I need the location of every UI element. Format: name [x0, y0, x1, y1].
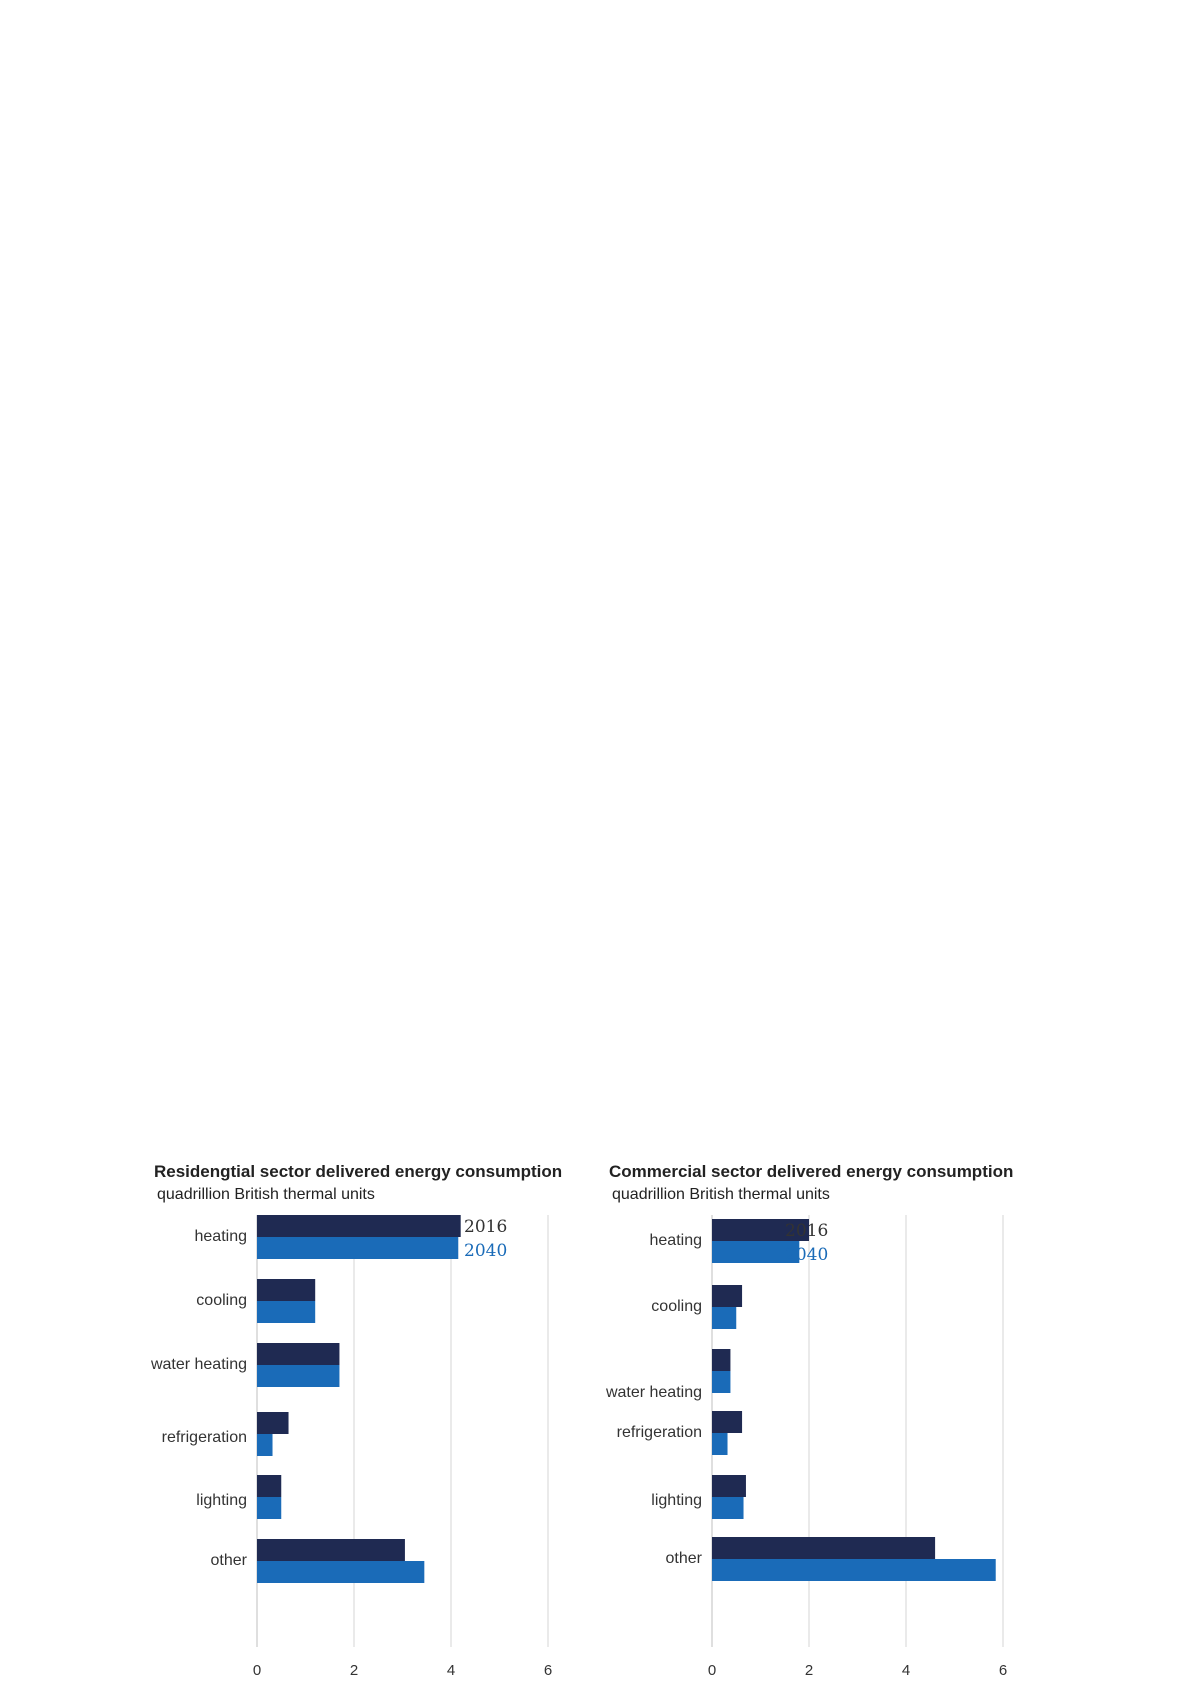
bar-other-2040 — [712, 1559, 996, 1581]
category-label: other — [665, 1550, 702, 1567]
legend-entry-2016: 2016 — [464, 1217, 508, 1237]
category-label: other — [210, 1552, 247, 1569]
bar-other-2016 — [257, 1539, 405, 1561]
category-label: refrigeration — [616, 1424, 702, 1441]
bar-water-heating-2016 — [257, 1343, 339, 1365]
bar-cooling-2016 — [712, 1285, 742, 1307]
category-label: refrigeration — [161, 1429, 247, 1446]
x-tick-label: 0 — [252, 1662, 262, 1679]
bar-lighting-2016 — [257, 1475, 281, 1497]
legend-entry-2016: 2016 — [785, 1221, 829, 1241]
category-label: water heating — [150, 1356, 247, 1373]
bar-lighting-2016 — [712, 1475, 746, 1497]
x-tick-label: 6 — [543, 1662, 553, 1679]
chart-title: Commercial sector delivered energy consumption — [609, 1162, 1014, 1181]
x-tick-label: 4 — [901, 1662, 911, 1679]
bar-cooling-2040 — [712, 1307, 736, 1329]
x-tick-label: 2 — [804, 1662, 814, 1679]
bar-refrigeration-2040 — [712, 1433, 728, 1455]
category-label: cooling — [651, 1298, 702, 1315]
chart-subtitle: quadrillion British thermal units — [157, 1186, 375, 1203]
bar-cooling-2016 — [257, 1279, 315, 1301]
bar-other-2016 — [712, 1537, 935, 1559]
category-label: lighting — [196, 1492, 247, 1509]
bar-heating-2040 — [257, 1237, 458, 1259]
bar-water-heating-2040 — [712, 1371, 730, 1393]
bar-lighting-2040 — [257, 1497, 281, 1519]
category-label: lighting — [651, 1492, 702, 1509]
category-label: water heating — [605, 1384, 702, 1401]
legend-entry-2040: 2040 — [785, 1245, 829, 1265]
bar-other-2040 — [257, 1561, 424, 1583]
bar-water-heating-2040 — [257, 1365, 339, 1387]
x-tick-label: 0 — [707, 1662, 717, 1679]
bar-water-heating-2016 — [712, 1349, 730, 1371]
commercial-plot — [595, 1150, 1045, 1685]
x-tick-label: 4 — [446, 1662, 456, 1679]
chart-subtitle: quadrillion British thermal units — [612, 1186, 830, 1203]
category-label: heating — [194, 1228, 247, 1245]
category-label: cooling — [196, 1292, 247, 1309]
category-label: heating — [649, 1232, 702, 1249]
bar-refrigeration-2016 — [257, 1412, 289, 1434]
bar-lighting-2040 — [712, 1497, 744, 1519]
residential-chart — [140, 1150, 590, 1685]
bar-refrigeration-2016 — [712, 1411, 742, 1433]
x-tick-label: 2 — [349, 1662, 359, 1679]
bar-cooling-2040 — [257, 1301, 315, 1323]
commercial-chart — [595, 1150, 1045, 1685]
chart-title: Residengtial sector delivered energy consumption — [154, 1162, 563, 1181]
bar-heating-2016 — [257, 1215, 461, 1237]
bar-refrigeration-2040 — [257, 1434, 273, 1456]
residential-plot — [140, 1150, 590, 1685]
x-tick-label: 6 — [998, 1662, 1008, 1679]
legend-entry-2040: 2040 — [464, 1241, 508, 1261]
